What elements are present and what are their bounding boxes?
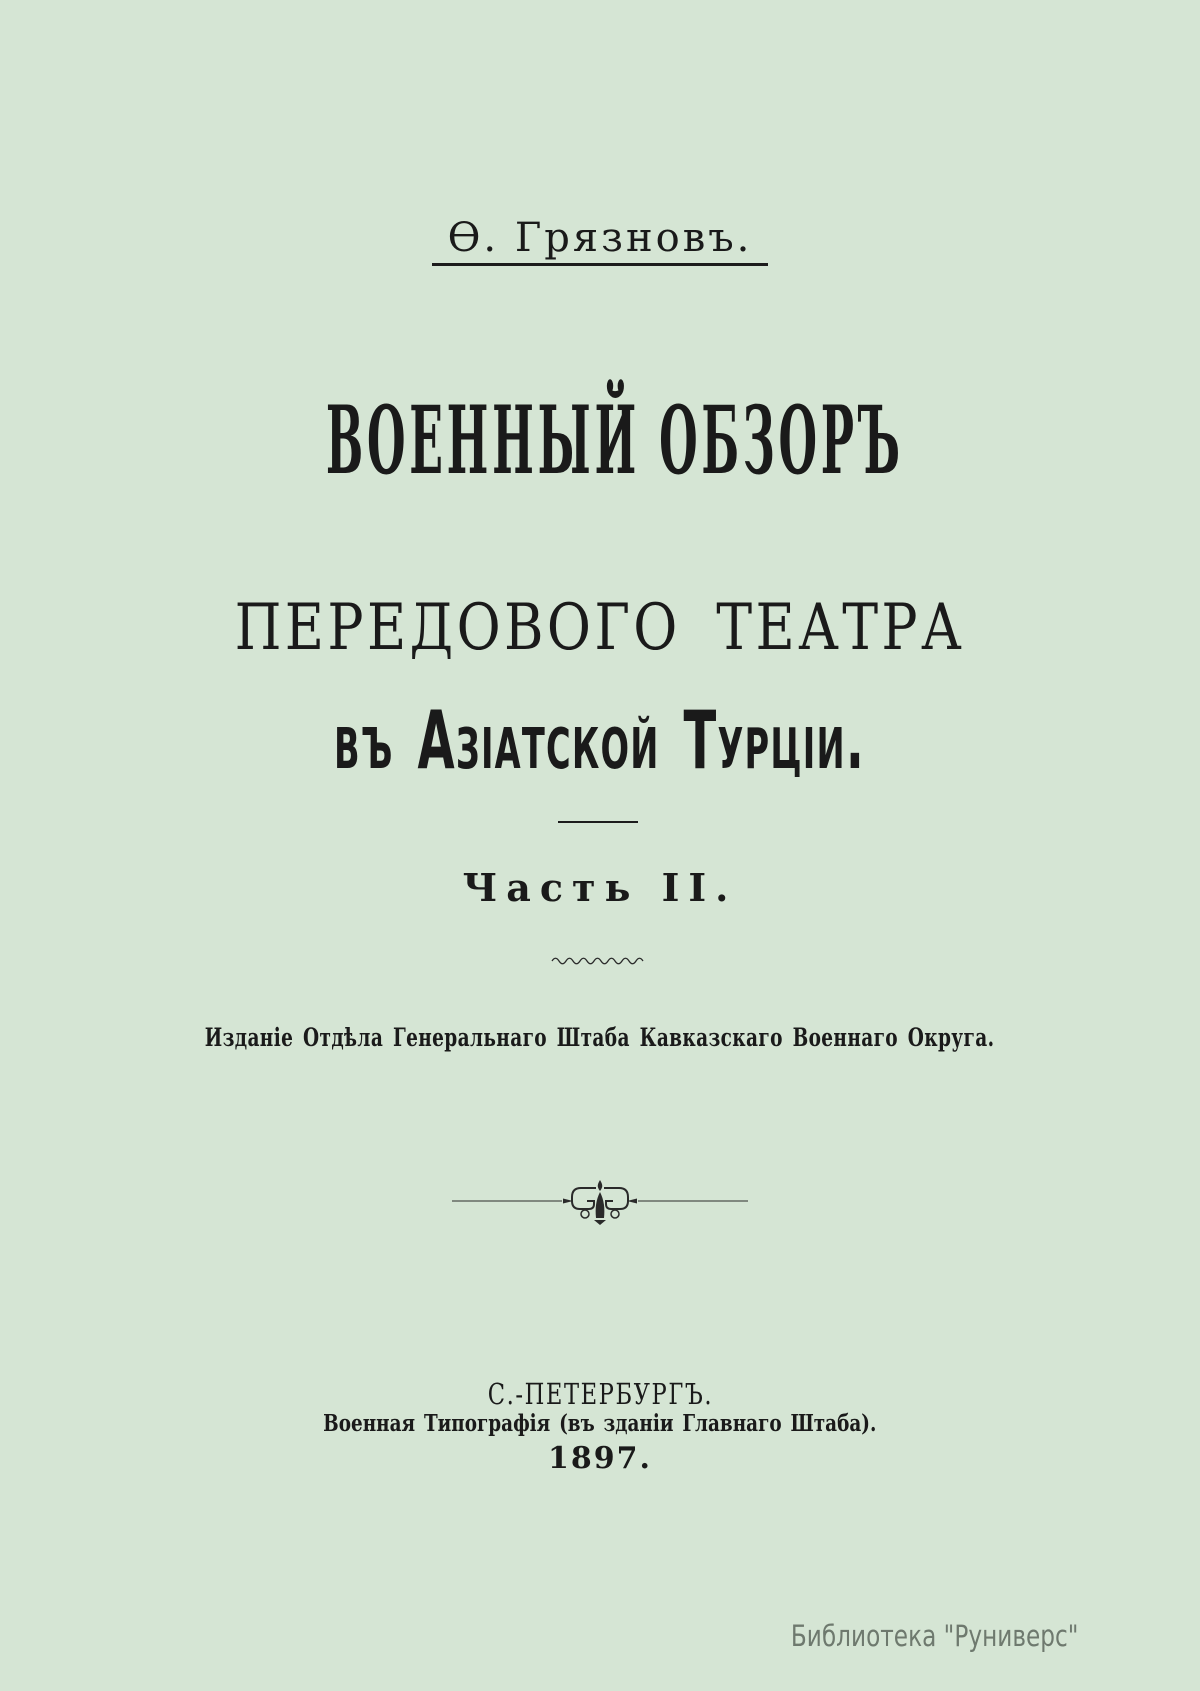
year-line: [0, 1441, 1200, 1476]
library-watermark: [719, 1619, 1078, 1653]
year-text: 1897.: [548, 1441, 652, 1476]
author-line: [0, 215, 1200, 266]
main-title-line-1: [0, 386, 1200, 496]
part-label: Часть II.: [462, 865, 738, 910]
wave-divider-icon: [550, 955, 650, 965]
imprint-line: [0, 1025, 1200, 1050]
publisher-line: [0, 1412, 1200, 1435]
part-line: [0, 865, 1200, 910]
publisher-text: Военная Типографія (въ зданіи Главнаго Штаба).: [323, 1410, 877, 1437]
city-text: С.-ПЕТЕРБУРГЪ.: [487, 1377, 713, 1411]
main-title-line-2: [0, 591, 1200, 665]
main-title-text-3: въ Азіатской Турціи.: [334, 694, 866, 787]
ornament-divider-icon: [450, 1176, 750, 1228]
library-watermark-text: Библиотека "Руниверс": [790, 1619, 1078, 1653]
main-title-text-1: ВОЕННЫЙ ОБЗОРЪ: [325, 386, 904, 496]
part-rule-divider: [558, 821, 638, 823]
author-name: Ѳ. Грязновъ.: [432, 218, 769, 266]
city-line: [0, 1377, 1200, 1411]
wave-divider-line: [0, 952, 1200, 968]
imprint-text: Изданіе Отдѣла Генеральнаго Штаба Кавказскаго Военнаго Округа.: [205, 1023, 995, 1052]
ornament-divider-line: [0, 1176, 1200, 1231]
main-title-line-3: [0, 694, 1200, 787]
main-title-text-2: ПЕРЕДОВОГО ТЕАТРА: [234, 591, 966, 665]
